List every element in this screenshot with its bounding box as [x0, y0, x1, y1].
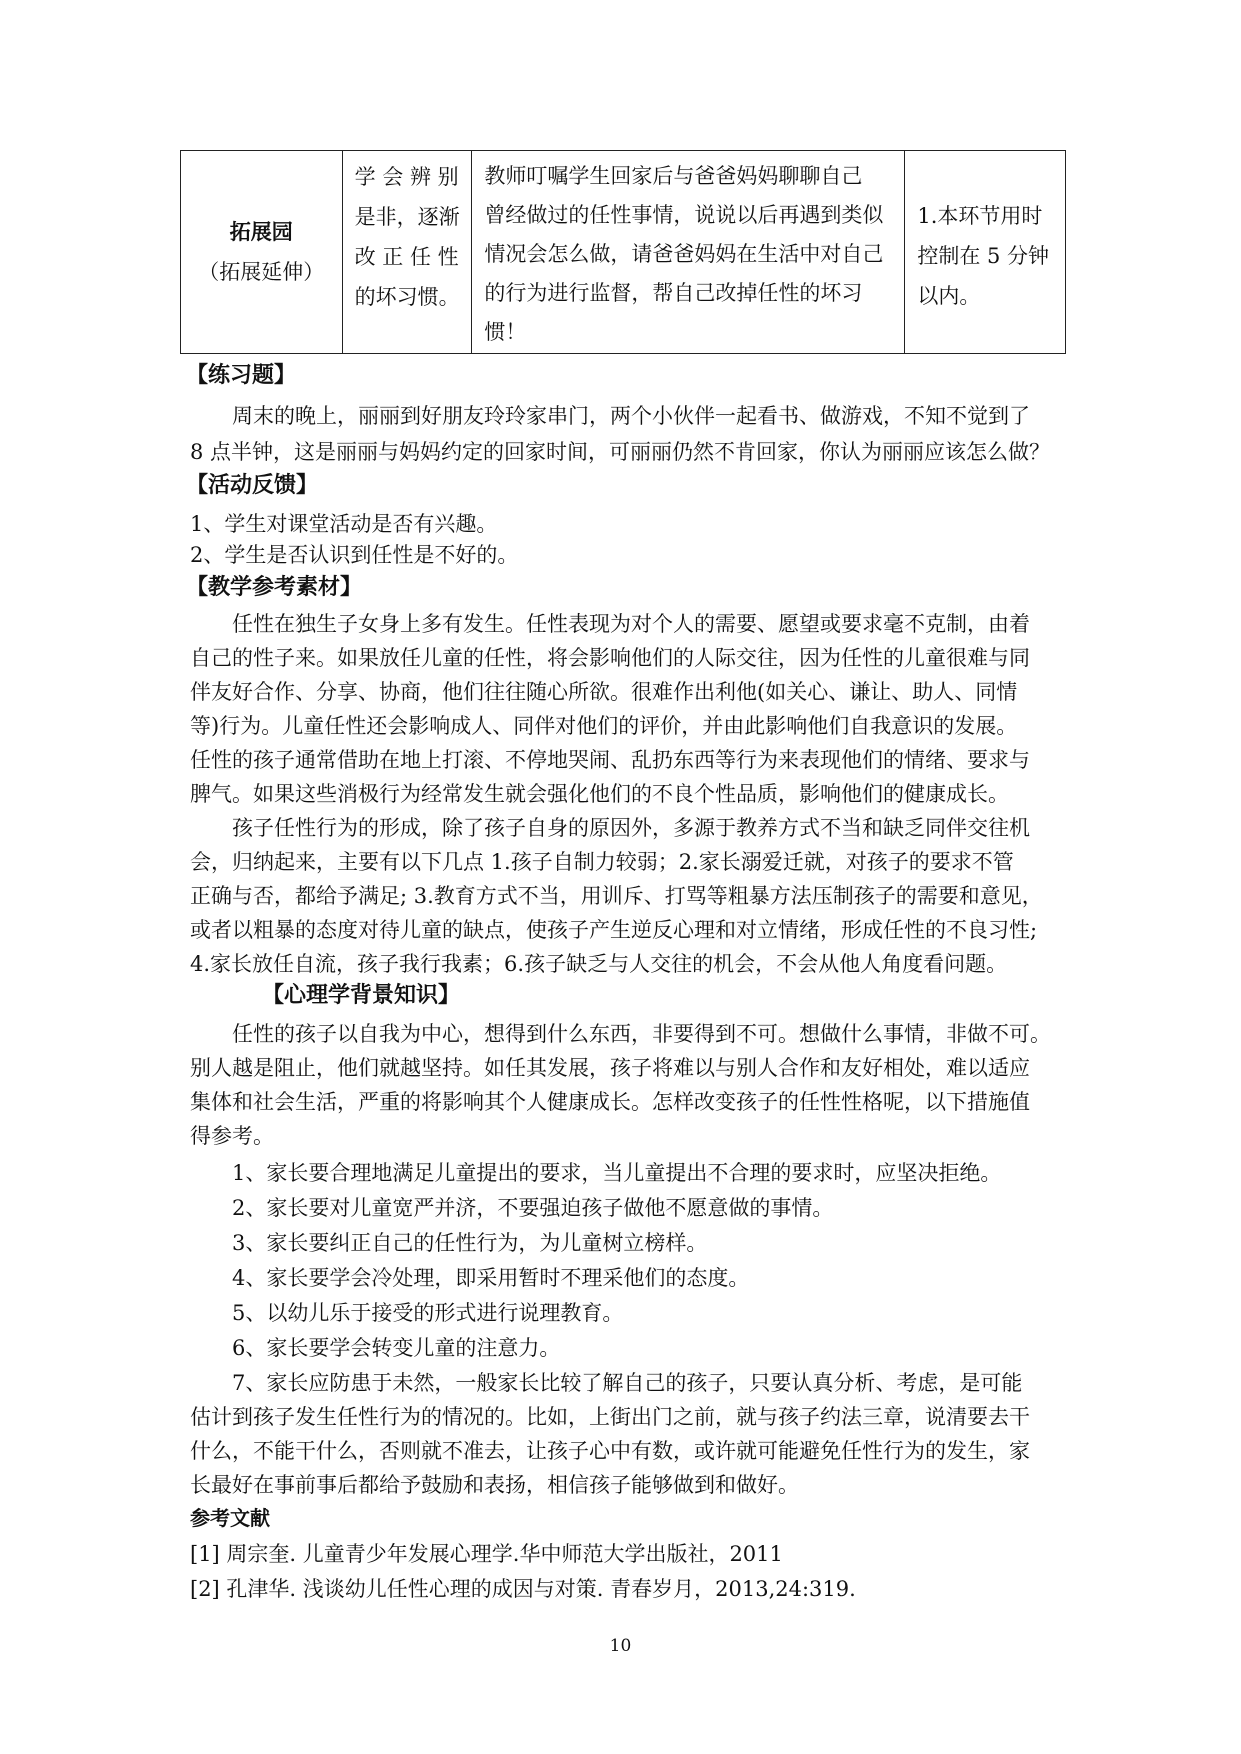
psych-item: 1、家长要合理地满足儿童提出的要求，当儿童提出不合理的要求时，应坚决拒绝。	[232, 1161, 1002, 1185]
material-heading: 【教学参考素材】	[186, 575, 363, 600]
goal-line: 是非，逐渐	[354, 205, 460, 229]
material-line: 自己的性子来。如果放任儿童的任性，将会影响他们的人际交往，因为任性的儿童很难与同	[190, 646, 1030, 670]
references-heading: 参考文献	[190, 1506, 270, 1530]
psych-line: 别人越是阻止，他们就越坚持。如任其发展，孩子将难以与别人合作和友好相处，难以适应	[190, 1056, 1030, 1080]
psych-line: 任性的孩子以自我为中心，想得到什么东西，非要得到不可。想做什么事情，非做不可。	[232, 1022, 1051, 1046]
reference-item: [1] 周宗奎. 儿童青少年发展心理学.华中师范大学出版社，2011	[190, 1542, 783, 1566]
page-number: 10	[609, 1636, 632, 1656]
note-line: 以内。	[917, 284, 981, 308]
psych-item: 4、家长要学会冷处理，即采用暂时不理采他们的态度。	[232, 1266, 750, 1290]
exercise-line: 8 点半钟，这是丽丽与妈妈约定的回家时间，可丽丽仍然不肯回家，你认为丽丽应该怎么做？	[190, 440, 1051, 464]
feedback-heading: 【活动反馈】	[186, 473, 319, 498]
psych-line: 估计到孩子发生任性行为的情况的。比如，上街出门之前，就与孩子约法三章，说清要去干	[190, 1405, 1030, 1429]
material-line: 正确与否，都给予满足; 3.教育方式不当，用训斥、打骂等粗暴方法压制孩子的需要和意见，	[190, 884, 1043, 908]
psych-item: 7、家长应防患于未然，一般家长比较了解自己的孩子，只要认真分析、考虑，是可能	[232, 1371, 1023, 1395]
psych-line: 集体和社会生活，严重的将影响其个人健康成长。怎样改变孩子的任性性格呢，以下措施值	[190, 1090, 1030, 1114]
table-cell-goal	[343, 151, 473, 353]
exercise-heading: 【练习题】	[186, 363, 297, 388]
material-line: 会，归纳起来，主要有以下几点 1.孩子自制力较弱；2.家长溺爱迁就，对孩子的要求不管	[190, 850, 1014, 874]
material-line: 任性在独生子女身上多有发生。任性表现为对个人的需要、愿望或要求毫不克制，由着	[232, 612, 1030, 636]
material-line: 或者以粗暴的态度对待儿童的缺点，使孩子产生逆反心理和对立情绪，形成任性的不良习性;	[190, 918, 1038, 942]
table-cell-activity	[472, 151, 905, 353]
psych-line: 什么，不能干什么，否则就不准去，让孩子心中有数，或许就可能避免任性行为的发生，家	[190, 1439, 1030, 1463]
psych-line: 长最好在事前事后都给予鼓励和表扬，相信孩子能够做到和做好。	[190, 1473, 799, 1497]
table-cell-stage	[181, 151, 343, 353]
material-line: 伴友好合作、分享、协商，他们往往随心所欲。很难作出利他(如关心、谦让、助人、同情	[190, 680, 1018, 704]
psych-item: 6、家长要学会转变儿童的注意力。	[232, 1336, 561, 1360]
activity-line: 的行为进行监督，帮自己改掉任性的坏习	[484, 281, 863, 305]
psych-item: 2、家长要对儿童宽严并济，不要强迫孩子做他不愿意做的事情。	[232, 1196, 834, 1220]
material-line: 孩子任性行为的形成，除了孩子自身的原因外，多源于教养方式不当和缺乏同伴交往机	[232, 816, 1030, 840]
note-line: 控制在 5 分钟	[917, 244, 1050, 268]
goal-line: 的坏习惯。	[354, 285, 460, 309]
goal-line: 学 会 辨 别	[354, 165, 459, 189]
note-line: 1.本环节用时	[917, 204, 1043, 228]
material-line: 4.家长放任自流，孩子我行我素；6.孩子缺乏与人交往的机会，不会从他人角度看问题。	[190, 952, 1008, 976]
material-line: 脾气。如果这些消极行为经常发生就会强化他们的不良个性品质，影响他们的健康成长。	[190, 782, 1009, 806]
material-line: 任性的孩子通常借助在地上打滚、不停地哭闹、乱扔东西等行为来表现他们的情绪、要求与	[190, 748, 1030, 772]
psych-item: 3、家长要纠正自己的任性行为，为儿童树立榜样。	[232, 1231, 708, 1255]
activity-table	[180, 150, 1066, 354]
stage-subtitle: （拓展延伸）	[198, 260, 325, 284]
material-line: 等)行为。儿童任性还会影响成人、同伴对他们的评价，并由此影响他们自我意识的发展。	[190, 714, 1018, 738]
reference-item: [2] 孔津华. 浅谈幼儿任性心理的成因与对策. 青春岁月，2013,24:319.	[190, 1577, 856, 1601]
table-cell-note	[905, 151, 1065, 353]
feedback-line: 1、学生对课堂活动是否有兴趣。	[190, 512, 498, 536]
activity-line: 教师叮嘱学生回家后与爸爸妈妈聊聊自己	[484, 164, 863, 188]
feedback-line: 2、学生是否认识到任性是不好的。	[190, 543, 519, 567]
goal-line: 改 正 任 性	[354, 245, 459, 269]
psych-line: 得参考。	[190, 1124, 274, 1148]
psych-item: 5、以幼儿乐于接受的形式进行说理教育。	[232, 1301, 624, 1325]
psych-heading: 【心理学背景知识】	[262, 983, 461, 1008]
activity-line: 惯！	[484, 320, 527, 344]
activity-line: 曾经做过的任性事情，说说以后再遇到类似	[484, 203, 884, 227]
exercise-line: 周末的晚上，丽丽到好朋友玲玲家串门，两个小伙伴一起看书、做游戏，不知不觉到了	[232, 404, 1030, 428]
stage-name: 拓展园	[229, 220, 293, 244]
activity-line: 情况会怎么做，请爸爸妈妈在生活中对自己	[484, 242, 884, 266]
